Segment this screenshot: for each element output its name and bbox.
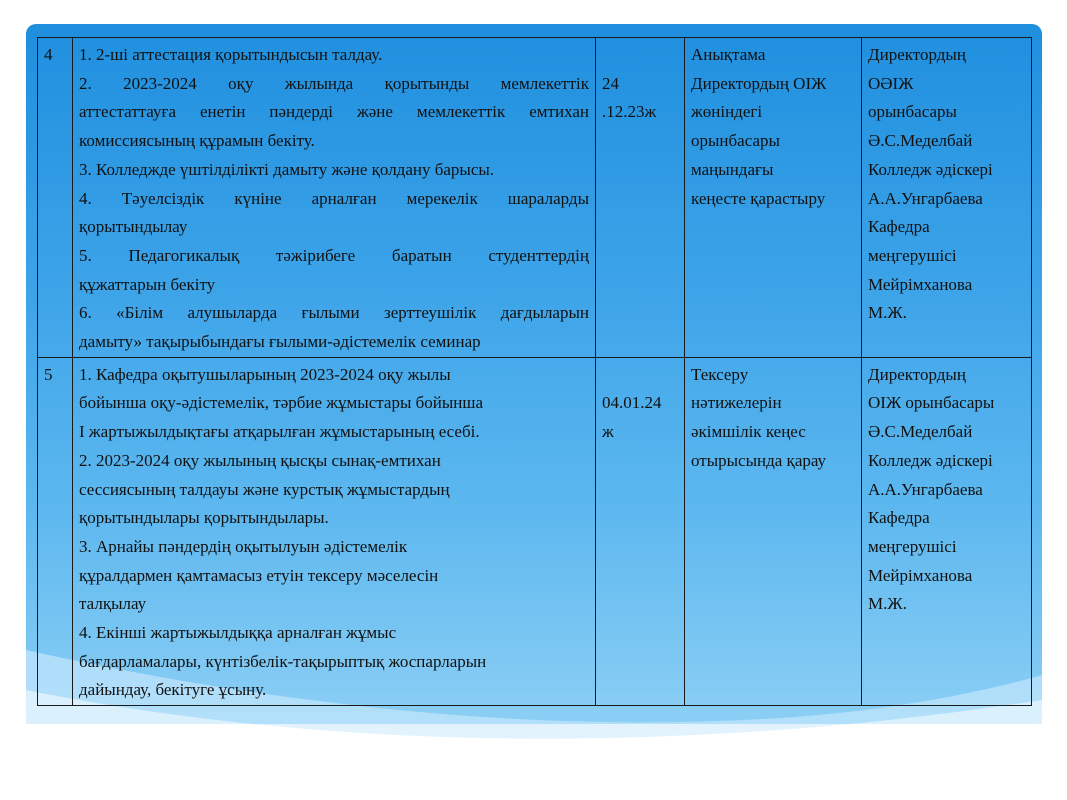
form-line: әкімшілік кеңес (691, 422, 806, 442)
date-value: 04.01.24 ж (602, 393, 662, 442)
form-line: Тексеру (691, 364, 749, 384)
responsible-line: А.А.Унгарбаева (868, 479, 983, 499)
responsible-line: А.А.Унгарбаева (868, 188, 983, 208)
responsible-line: Директордың (868, 364, 966, 384)
responsible-cell (862, 38, 1032, 358)
responsible-line: М.Ж. (868, 303, 907, 323)
task-line: 4. Екінші жартыжылдыққа арналған жұмыс (79, 623, 397, 643)
responsible-line: меңгерушісі (868, 245, 957, 265)
responsible-line: Мейрімханова (868, 274, 973, 294)
responsible-line: Мейрімханова (868, 565, 973, 585)
responsible-line: ОІЖ орынбасары (868, 393, 995, 413)
responsible-line: Ә.С.Меделбай (868, 422, 973, 442)
task-line: 6. «Білім алушыларда ғылыми зерттеушілік дағдыларын (79, 303, 589, 323)
form-line: маңындағы (691, 159, 774, 179)
form-line: Директордың ОІЖ (691, 73, 827, 93)
tasks-cell (73, 38, 596, 358)
task-line: талқылау (79, 594, 147, 614)
date-cell (596, 357, 685, 705)
responsible-line: орынбасары (868, 102, 957, 122)
task-line: 3. Арнайы пәндердің оқытылуын әдістемелік (79, 536, 408, 556)
form-line: отырысында қарау (691, 450, 827, 470)
task-line: дайындау, бекітуге ұсыну. (79, 680, 267, 700)
responsible-line: Колледж әдіскері (868, 159, 993, 179)
responsible-line: ОӘІЖ (868, 73, 914, 93)
task-line: дамыту» тақырыбындағы ғылыми-әдістемелік семинар (79, 332, 481, 352)
task-line: 1. Кафедра оқытушыларының 2023-2024 оқу жылы (79, 364, 451, 384)
form-cell (685, 357, 862, 705)
responsible-line: М.Ж. (868, 594, 907, 614)
task-line: 1. 2-ші аттестация қорытындысын талдау. (79, 45, 383, 64)
task-line: бағдарламалары, күнтізбелік-тақырыптық жоспарларын (79, 651, 487, 671)
task-line: қорытындылау (79, 217, 188, 237)
task-line: І жартыжылдықтағы атқарылған жұмыстарының есебі. (79, 422, 480, 442)
date-cell (596, 38, 685, 358)
responsible-line: Ә.С.Меделбай (868, 131, 973, 151)
form-line: орынбасары (691, 131, 780, 151)
date-value: 24 .12.23ж (602, 73, 657, 122)
form-line: нәтижелерін (691, 393, 782, 413)
task-line: аттестаттауға енетін пәндерді және мемлекеттік емтихан (79, 102, 589, 122)
task-line: комиссиясының құрамын бекіту. (79, 131, 315, 151)
task-line: 3. Колледжде үштілділікті дамыту және қолдану барысы. (79, 159, 495, 179)
task-line: 2. 2023-2024 оқу жылының қысқы сынақ-емтихан (79, 450, 441, 470)
responsible-line: Колледж әдіскері (868, 450, 993, 470)
row-number: 5 (38, 357, 73, 705)
form-cell (685, 38, 862, 358)
task-line: бойынша оқу-әдістемелік, тәрбие жұмыстары бойынша (79, 393, 484, 413)
form-line: Анықтама (691, 45, 766, 64)
form-line: жөніндегі (691, 102, 763, 122)
responsible-line: Кафедра (868, 508, 930, 528)
responsible-line: меңгерушісі (868, 536, 957, 556)
task-line: құралдармен қамтамасыз етуін тексеру мәселесін (79, 565, 439, 585)
responsible-cell (862, 357, 1032, 705)
tasks-cell (73, 357, 596, 705)
task-line: қорытындылары қорытындылары. (79, 508, 329, 528)
task-line: сессиясының талдауы және курстық жұмыстардың (79, 479, 450, 499)
task-line: құжаттарын бекіту (79, 274, 216, 294)
task-line: 4. Тәуелсіздік күніне арналған мерекелік шараларды (79, 188, 589, 208)
work-plan-table (37, 37, 1032, 706)
task-line: 2. 2023-2024 оқу жылында қорытынды мемлекеттік (79, 73, 589, 93)
responsible-line: Директордың (868, 45, 966, 64)
table-row (38, 357, 1032, 705)
task-line: 5. Педагогикалық тәжірибеге баратын студенттердің (79, 245, 589, 265)
row-number: 4 (38, 38, 73, 358)
responsible-line: Кафедра (868, 217, 930, 237)
table-row (38, 38, 1032, 358)
form-line: кеңесте қарастыру (691, 188, 826, 208)
